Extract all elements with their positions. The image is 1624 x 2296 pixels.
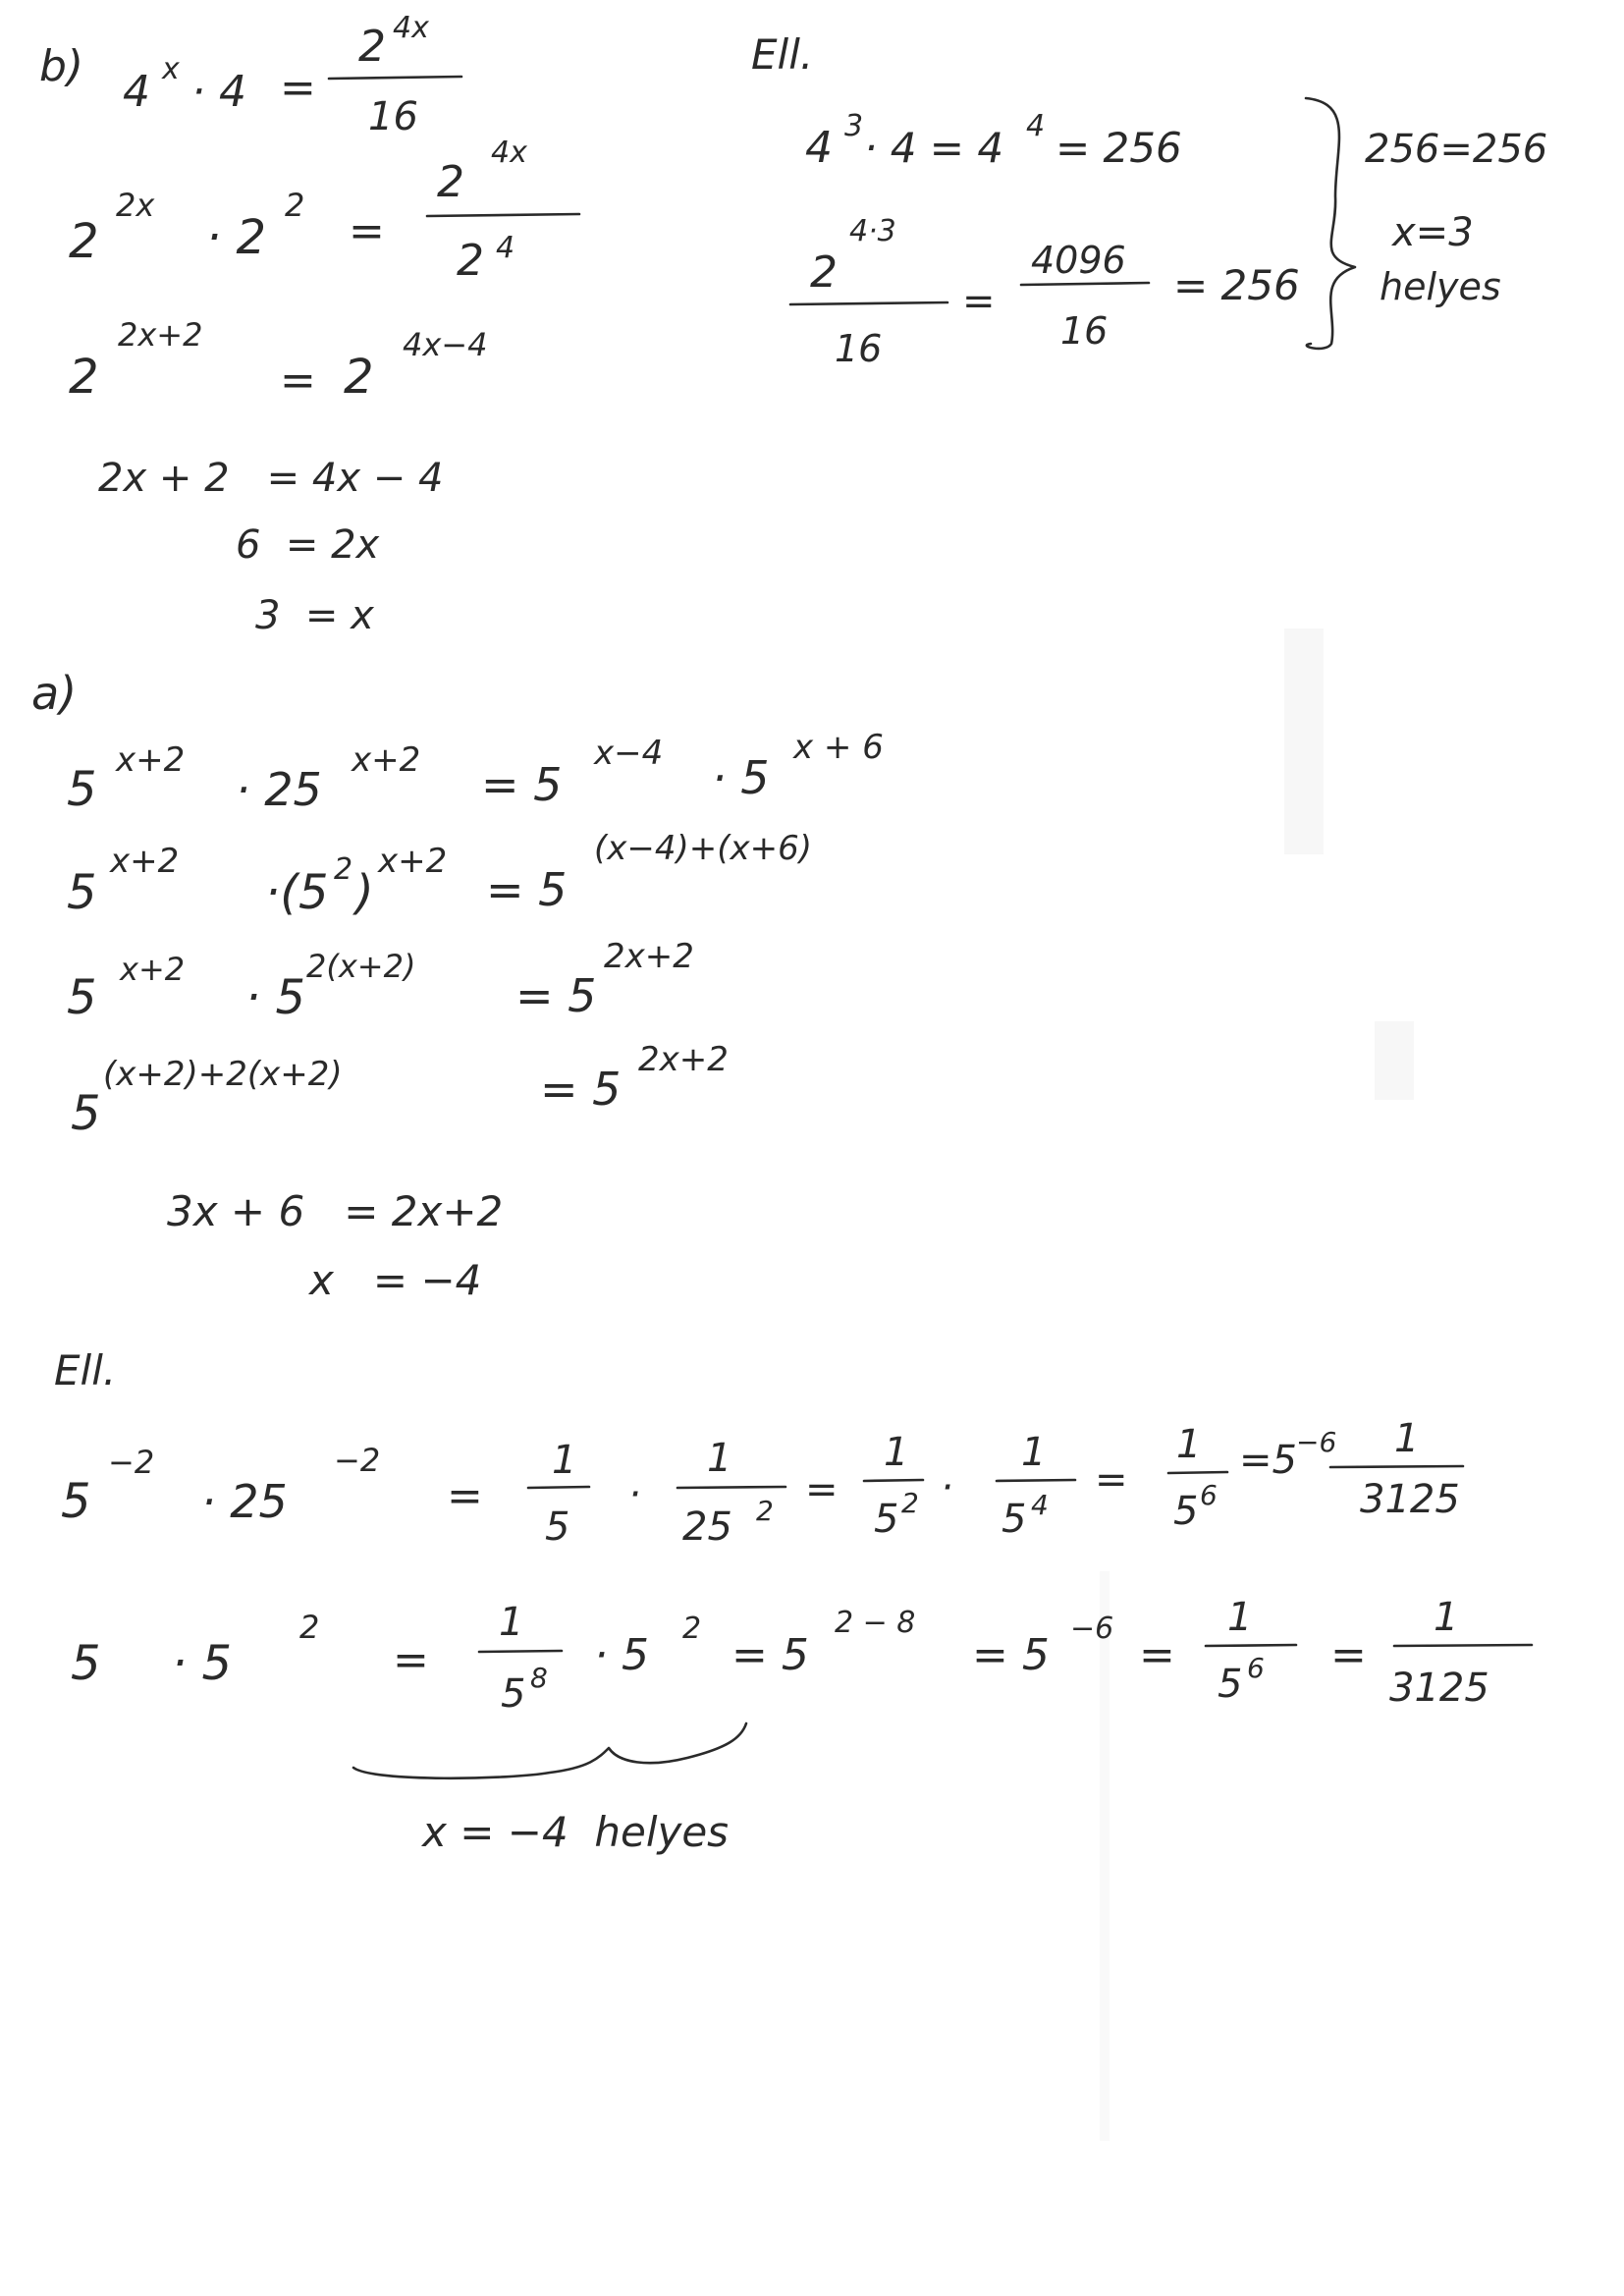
- denominator: 16: [368, 94, 418, 139]
- equals-2: =: [805, 1467, 839, 1512]
- part-a-eq2: [67, 829, 812, 920]
- base: 5: [61, 1474, 91, 1529]
- base: 5: [67, 762, 97, 817]
- exponent: 2x+2: [118, 316, 203, 354]
- rhs-exponent: 2x+2: [604, 937, 694, 976]
- numerator-exponent: 4x: [491, 136, 527, 170]
- numerator: 2: [358, 22, 386, 72]
- base: 5: [67, 865, 97, 920]
- part-a-eq3: [67, 937, 694, 1025]
- check-b-line2: [790, 214, 1300, 370]
- fraction-bar: [427, 214, 579, 216]
- part-a-eq4: [71, 1040, 729, 1141]
- f3-den: 5: [874, 1497, 899, 1542]
- f1-bar: [479, 1651, 562, 1652]
- middle: · 4 = 4: [864, 124, 1004, 172]
- result-line-1: 256=256: [1365, 127, 1548, 172]
- factor: · 5: [172, 1636, 233, 1691]
- base: 4: [805, 123, 833, 173]
- denominator: 16: [835, 327, 883, 370]
- f6-den: 3125: [1360, 1477, 1460, 1522]
- rhs: = 5: [481, 758, 563, 811]
- part-b-eq4: 2x + 2 = 4x − 4: [98, 456, 444, 501]
- f4-den: 5: [1001, 1497, 1027, 1542]
- numerator-exponent: 4·3: [849, 214, 896, 248]
- part-a-label: a): [31, 667, 78, 720]
- base: 5: [71, 1636, 101, 1691]
- check-a-line2: [71, 1595, 1532, 1717]
- factor: · 4: [191, 67, 246, 117]
- exponent-rhs: 4x−4: [403, 326, 488, 363]
- power: = 5: [731, 1630, 809, 1680]
- denominator-exponent: 4: [496, 231, 515, 265]
- f6-bar: [1330, 1466, 1463, 1467]
- f1-den: 5: [501, 1671, 526, 1717]
- numerator: 2: [810, 247, 838, 298]
- factor-2: · 5: [594, 1630, 649, 1680]
- rhs: = 5: [486, 863, 568, 916]
- check-b-line1: [805, 109, 1182, 173]
- base: 5: [71, 1086, 101, 1141]
- base: 2: [69, 350, 99, 405]
- exponent: x+2: [120, 951, 186, 988]
- underbrace: [353, 1723, 746, 1778]
- exponent: 2x: [116, 187, 155, 224]
- rhs-exponent: x−4: [594, 734, 664, 773]
- factor-exponent: 2: [299, 1609, 320, 1646]
- part-a-eq5: 3x + 6 = 2x+2: [167, 1187, 504, 1235]
- rhs: = 5: [515, 969, 597, 1022]
- f1-den-exp: 8: [530, 1662, 548, 1694]
- result-line-3: helyes: [1380, 265, 1501, 308]
- close-paren: ): [355, 865, 374, 920]
- fraction-bar: [329, 77, 461, 79]
- equals-3: =: [1330, 1630, 1367, 1680]
- exponent: x+2: [110, 842, 180, 881]
- f2-num: 1: [707, 1436, 732, 1481]
- f1-den: 5: [545, 1504, 570, 1550]
- f5-den-exp: 6: [1200, 1479, 1218, 1511]
- middle-exponent: 4: [1026, 109, 1046, 143]
- f5-den: 5: [1173, 1489, 1199, 1534]
- factor-2-exponent: x + 6: [793, 728, 884, 767]
- exponent: 3: [844, 109, 864, 143]
- check-a-line1: [61, 1416, 1463, 1550]
- rhs-exponent: 2x+2: [638, 1040, 729, 1079]
- middle: =5: [1239, 1438, 1297, 1483]
- curly-brace: [1306, 98, 1355, 349]
- factor-2: · 5: [712, 751, 770, 804]
- f5-num: 1: [1176, 1422, 1202, 1467]
- numerator-2: 4096: [1031, 239, 1126, 282]
- part-a-eq6: x = −4: [309, 1256, 482, 1304]
- f3-num: 1: [884, 1430, 909, 1475]
- equals: =: [349, 206, 385, 256]
- numerator-exponent: 4x: [393, 11, 429, 45]
- exponent: −2: [108, 1444, 155, 1481]
- base: 5: [67, 970, 97, 1025]
- factor-exponent: x+2: [352, 740, 421, 780]
- fraction-bar-2: [1021, 283, 1149, 285]
- part-b-eq6: 3 = x: [255, 593, 374, 638]
- base: 4: [123, 67, 150, 117]
- part-b-eq2: [69, 136, 579, 286]
- power-exponent: 2 − 8: [835, 1606, 916, 1640]
- f4-bar: [997, 1480, 1075, 1481]
- factor-exponent: −2: [334, 1442, 381, 1479]
- part-a-eq1: [67, 728, 884, 817]
- f4-num: 1: [1021, 1430, 1047, 1475]
- f2-bar: [1206, 1645, 1296, 1646]
- f3-num: 1: [1434, 1595, 1459, 1640]
- result: = 256: [1173, 261, 1300, 309]
- scan-texture: [1100, 629, 1414, 2141]
- power-2: = 5: [972, 1630, 1050, 1680]
- factor-exponent: 2(x+2): [306, 948, 416, 985]
- inner-exponent: 2: [334, 852, 353, 887]
- equals: =: [280, 355, 316, 406]
- f5-bar: [1168, 1472, 1227, 1473]
- factor: · 25: [236, 763, 322, 816]
- part-b-eq1: [123, 11, 461, 139]
- result: = 256: [1056, 124, 1182, 172]
- check-b: [751, 30, 1547, 370]
- rhs: = 5: [540, 1063, 622, 1116]
- equals: =: [280, 63, 316, 113]
- part-b-label: b): [39, 41, 84, 91]
- fraction-bar: [790, 302, 947, 304]
- part-b-eq3: [69, 316, 487, 406]
- check-a-result: x = −4 helyes: [422, 1808, 730, 1856]
- f2-bar: [677, 1487, 785, 1488]
- f2-num: 1: [1227, 1595, 1253, 1640]
- check-b-result: [1365, 127, 1547, 308]
- power-2-exponent: −6: [1070, 1612, 1114, 1646]
- equals: =: [962, 279, 996, 324]
- equals: =: [393, 1635, 429, 1685]
- check-a-label: Ell.: [54, 1346, 117, 1394]
- result-line-2: x=3: [1392, 210, 1474, 255]
- factor-2-exponent: 2: [682, 1612, 702, 1646]
- f1-num: 1: [499, 1600, 524, 1645]
- f3-den-exp: 2: [901, 1487, 919, 1519]
- part-a: [31, 667, 884, 1304]
- base: 2: [69, 214, 99, 269]
- check-a: [54, 1346, 1532, 1856]
- outer-exponent: x+2: [378, 842, 448, 881]
- middle-exponent: −6: [1296, 1426, 1337, 1458]
- exponent: x: [162, 52, 180, 86]
- denominator-2: 16: [1060, 309, 1109, 353]
- exponent: (x+2)+2(x+2): [103, 1055, 343, 1094]
- exponent: x+2: [116, 740, 186, 780]
- f6-num: 1: [1394, 1416, 1420, 1461]
- f1-num: 1: [552, 1438, 577, 1483]
- f3-bar: [864, 1480, 923, 1481]
- factor: · 2: [206, 210, 267, 265]
- f3-bar: [1394, 1645, 1532, 1646]
- numerator: 2: [437, 157, 464, 207]
- denominator: 2: [457, 236, 484, 286]
- f2-den: 5: [1218, 1662, 1243, 1707]
- f3-den: 3125: [1389, 1666, 1489, 1711]
- part-b: [39, 11, 579, 638]
- f1-bar: [528, 1487, 589, 1488]
- f2-den-exp: 6: [1247, 1652, 1265, 1684]
- equals: =: [447, 1471, 483, 1521]
- dot-2: ·: [941, 1465, 953, 1510]
- part-b-eq5: 6 = 2x: [236, 522, 380, 568]
- base-rhs: 2: [344, 350, 374, 405]
- factor-exponent: 2: [285, 187, 305, 224]
- equals-2: =: [1139, 1630, 1175, 1680]
- f4-den-exp: 4: [1031, 1489, 1049, 1521]
- f2-den-exp: 2: [756, 1495, 774, 1527]
- check-b-label: Ell.: [751, 30, 814, 79]
- rhs-exponent: (x−4)+(x+6): [594, 829, 813, 868]
- factor: · 25: [201, 1475, 288, 1528]
- dot: ·: [628, 1472, 641, 1517]
- factor: ·(5: [265, 865, 329, 920]
- equals-3: =: [1095, 1457, 1128, 1503]
- factor: · 5: [245, 970, 306, 1025]
- f2-den: 25: [682, 1504, 732, 1550]
